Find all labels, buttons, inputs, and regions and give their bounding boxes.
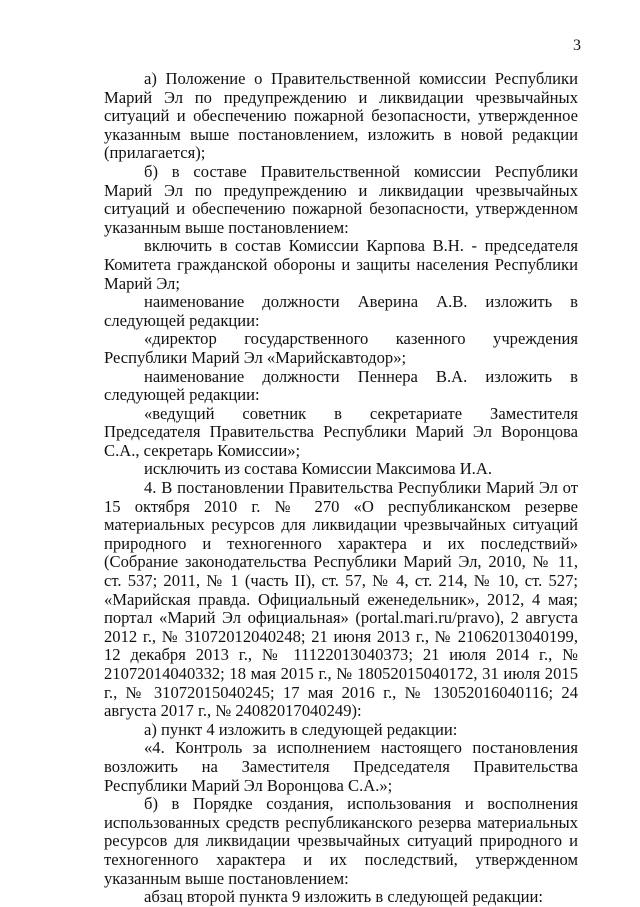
paragraph-item-a-point-4: а) пункт 4 изложить в следующей редакции: [144,719,458,739]
document-body [104,70,578,907]
paragraph-point-9: абзац второй пункта 9 изложить в следующей редакции: [144,887,544,907]
paragraph-penner-title: наименование должности Пеннера В.А. изложить в следующей редакции: [104,366,578,405]
page-number: 3 [573,37,581,54]
paragraph-averin-new-title: «директор государственного казенного учреждения Республики Марий Эл «Марийскавтодор»; [104,329,578,367]
paragraph-item-b-composition: б) в составе Правительственной комиссии Республики Марий Эл по предупреждению и ликвидации чрезвычайных ситуаций и обеспечению пожарной безопасности, утвержденном указанным выше постановлением: [104,161,578,237]
paragraph-averin-title: наименование должности Аверина А.В. изложить в следующей редакции: [104,292,578,330]
paragraph-item-b-procedure: б) в Порядке создания, использования и восполнения использованных средств республиканского резерва материальных ресурсов для ликвидации чрезвычайных ситуаций природного и техногенного характера и их последствий, утвержденном указанным выше постановлением: [104,794,578,888]
paragraph-penner-new-title: «ведущий советник в секретариате Заместителя Председателя Правительства Республики Марий Эл Воронцова С.А., секретарь Комиссии»; [104,403,578,460]
paragraph-include-karpov: включить в состав Комиссии Карпова В.Н. - председателя Комитета гражданской обороны и защиты населения Республики Марий Эл; [104,236,578,293]
paragraph-exclude-maksimov: исключить из состава Комиссии Максимова И.А. [144,459,492,479]
paragraph-control-clause: «4. Контроль за исполнением настоящего постановления возложить на Заместителя Председателя Правительства Республики Марий Эл Воронцова С.А.»; [104,738,578,795]
paragraph-item-a-regulation: а) Положение о Правительственной комиссии Республики Марий Эл по предупреждению и ликвидации чрезвычайных ситуаций и обеспечению пожарной безопасности, утвержденное указанным выше постановлением, изложить в новой редакции (прилагается); [104,69,578,163]
paragraph-section-4: 4. В постановлении Правительства Республики Марий Эл от 15 октября 2010 г. № 270 «О республиканском резерве материальных ресурсов для ликвидации чрезвычайных ситуаций природного и техногенного характера и их последствий» (Собрание законодательства Республики Марий Эл, 2010, № 11, ст. 537; 2011, № 1 (часть II), ст. 57, № 4, ст. 214, № 10, ст. 527; «Марийская правда. Официальный еженедельник», 2012, 4 мая; портал «Марий Эл официальная» (portal.mari.ru/pravo), 2 августа 2012 г., № 31072012040248; 21 июня 2013 г., № 21062013040199, 12 декабря 2013 г., № 11122013040373; 21 июля 2014 г., № 21072014040332; 18 мая 2015 г., № 18052015040172, 31 июля 2015 г., № 31072015040245; 17 мая 2016 г., № 13052016040116; 24 августа 2017 г., № 24082017040249): [104,478,578,721]
